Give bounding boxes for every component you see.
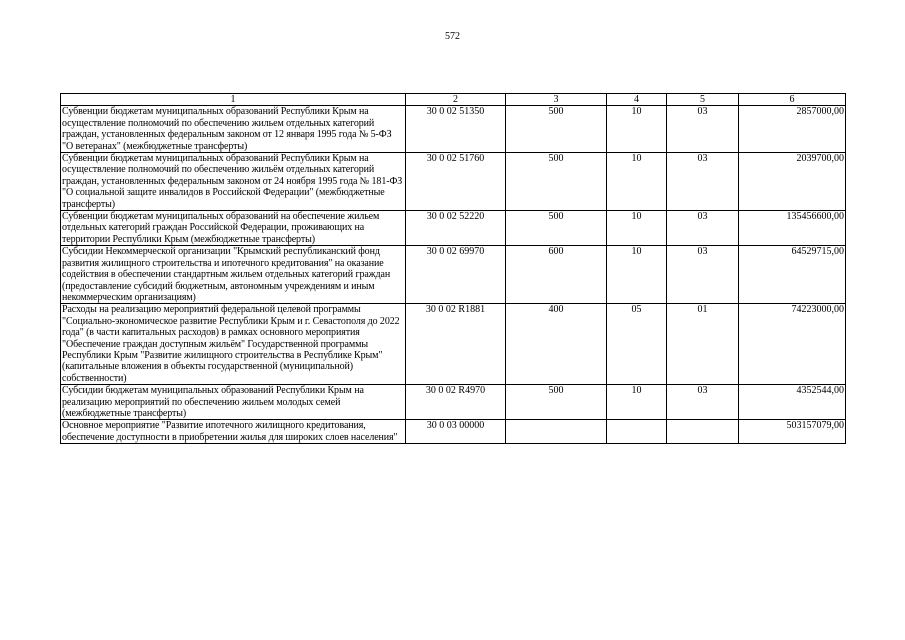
column-header-expense-type: 3 — [506, 94, 607, 106]
row-section — [607, 420, 667, 444]
row-amount: 64529715,00 — [739, 246, 846, 304]
row-amount: 2857000,00 — [739, 106, 846, 153]
table-row — [61, 304, 846, 385]
column-header-section: 4 — [607, 94, 667, 106]
row-section: 10 — [607, 106, 667, 153]
table-header-row — [61, 94, 846, 106]
row-subsection: 03 — [667, 153, 739, 211]
row-subsection — [667, 420, 739, 444]
row-name: Субсидии бюджетам муниципальных образований Республики Крым на реализацию мероприятий по обеспечению жильем молодых семей (межбюджетные трансферты) — [61, 385, 406, 420]
row-expense-type: 600 — [506, 246, 607, 304]
row-subsection: 03 — [667, 106, 739, 153]
table-row — [61, 420, 846, 444]
row-name: Субвенции бюджетам муниципальных образований Республики Крым на осуществление полномочий по обеспечению жильём отдельных категорий граждан, установленных федеральным законом от 24 ноября 1995 года № 181-ФЗ "О социальной защите инвалидов в Российской Федерации" (межбюджетные трансферты) — [61, 153, 406, 211]
row-section: 10 — [607, 385, 667, 420]
row-section: 10 — [607, 211, 667, 246]
row-name: Основное мероприятие "Развитие ипотечного жилищного кредитования, обеспечение доступности в приобретении жилья для широких слоев населения" — [61, 420, 406, 444]
column-header-amount: 6 — [739, 94, 846, 106]
row-target-code: 30 0 02 51350 — [406, 106, 506, 153]
row-target-code: 30 0 02 52220 — [406, 211, 506, 246]
row-target-code: 30 0 02 51760 — [406, 153, 506, 211]
row-target-code: 30 0 02 69970 — [406, 246, 506, 304]
table-row — [61, 246, 846, 304]
row-amount: 2039700,00 — [739, 153, 846, 211]
row-target-code: 30 0 02 R1881 — [406, 304, 506, 385]
row-subsection: 01 — [667, 304, 739, 385]
page-number: 572 — [445, 31, 460, 42]
column-header-target-code: 2 — [406, 94, 506, 106]
row-amount: 74223000,00 — [739, 304, 846, 385]
row-target-code: 30 0 03 00000 — [406, 420, 506, 444]
row-amount: 503157079,00 — [739, 420, 846, 444]
row-section: 05 — [607, 304, 667, 385]
row-name: Субсидии Некоммерческой организации "Крымский республиканский фонд развития жилищного строительства и ипотечного кредитования" на оказание содействия в обеспечении стандартным жильем отдельных категорий граждан (предоставление субсидий бюджетным, автономным учреждениям и иным некоммерческим организациям) — [61, 246, 406, 304]
row-name: Расходы на реализацию мероприятий федеральной целевой программы "Социально-экономическое развитие Республики Крым и г. Севастополя до 2022 года" (в части капитальных расходов) в рамках основного мероприятия "Обеспечение граждан доступным жильём" Государственной программы Республики Крым "Развитие жилищного строительства в Республике Крым" (капитальные вложения в объекты государственной (муниципальной) собственности) — [61, 304, 406, 385]
row-expense-type — [506, 420, 607, 444]
column-header-name: 1 — [61, 94, 406, 106]
row-expense-type: 500 — [506, 385, 607, 420]
table-row — [61, 385, 846, 420]
column-header-subsection: 5 — [667, 94, 739, 106]
row-expense-type: 500 — [506, 106, 607, 153]
row-expense-type: 500 — [506, 211, 607, 246]
table-row — [61, 106, 846, 153]
table-row — [61, 153, 846, 211]
row-subsection: 03 — [667, 211, 739, 246]
row-amount: 135456600,00 — [739, 211, 846, 246]
row-expense-type: 500 — [506, 153, 607, 211]
row-section: 10 — [607, 153, 667, 211]
row-target-code: 30 0 02 R4970 — [406, 385, 506, 420]
row-amount: 4352544,00 — [739, 385, 846, 420]
table-row — [61, 211, 846, 246]
row-name: Субвенции бюджетам муниципальных образований Республики Крым на осуществление полномочий по обеспечению жильем отдельных категорий граждан, установленных федеральным законом от 12 января 1995 года № 5-ФЗ "О ветеранах" (межбюджетные трансферты) — [61, 106, 406, 153]
row-subsection: 03 — [667, 385, 739, 420]
row-subsection: 03 — [667, 246, 739, 304]
row-name: Субвенции бюджетам муниципальных образований на обеспечение жильем отдельных категорий граждан Российской Федерации, проживающих на территории Республики Крым (межбюджетные трансферты) — [61, 211, 406, 246]
budget-table — [60, 93, 846, 444]
row-expense-type: 400 — [506, 304, 607, 385]
row-section: 10 — [607, 246, 667, 304]
